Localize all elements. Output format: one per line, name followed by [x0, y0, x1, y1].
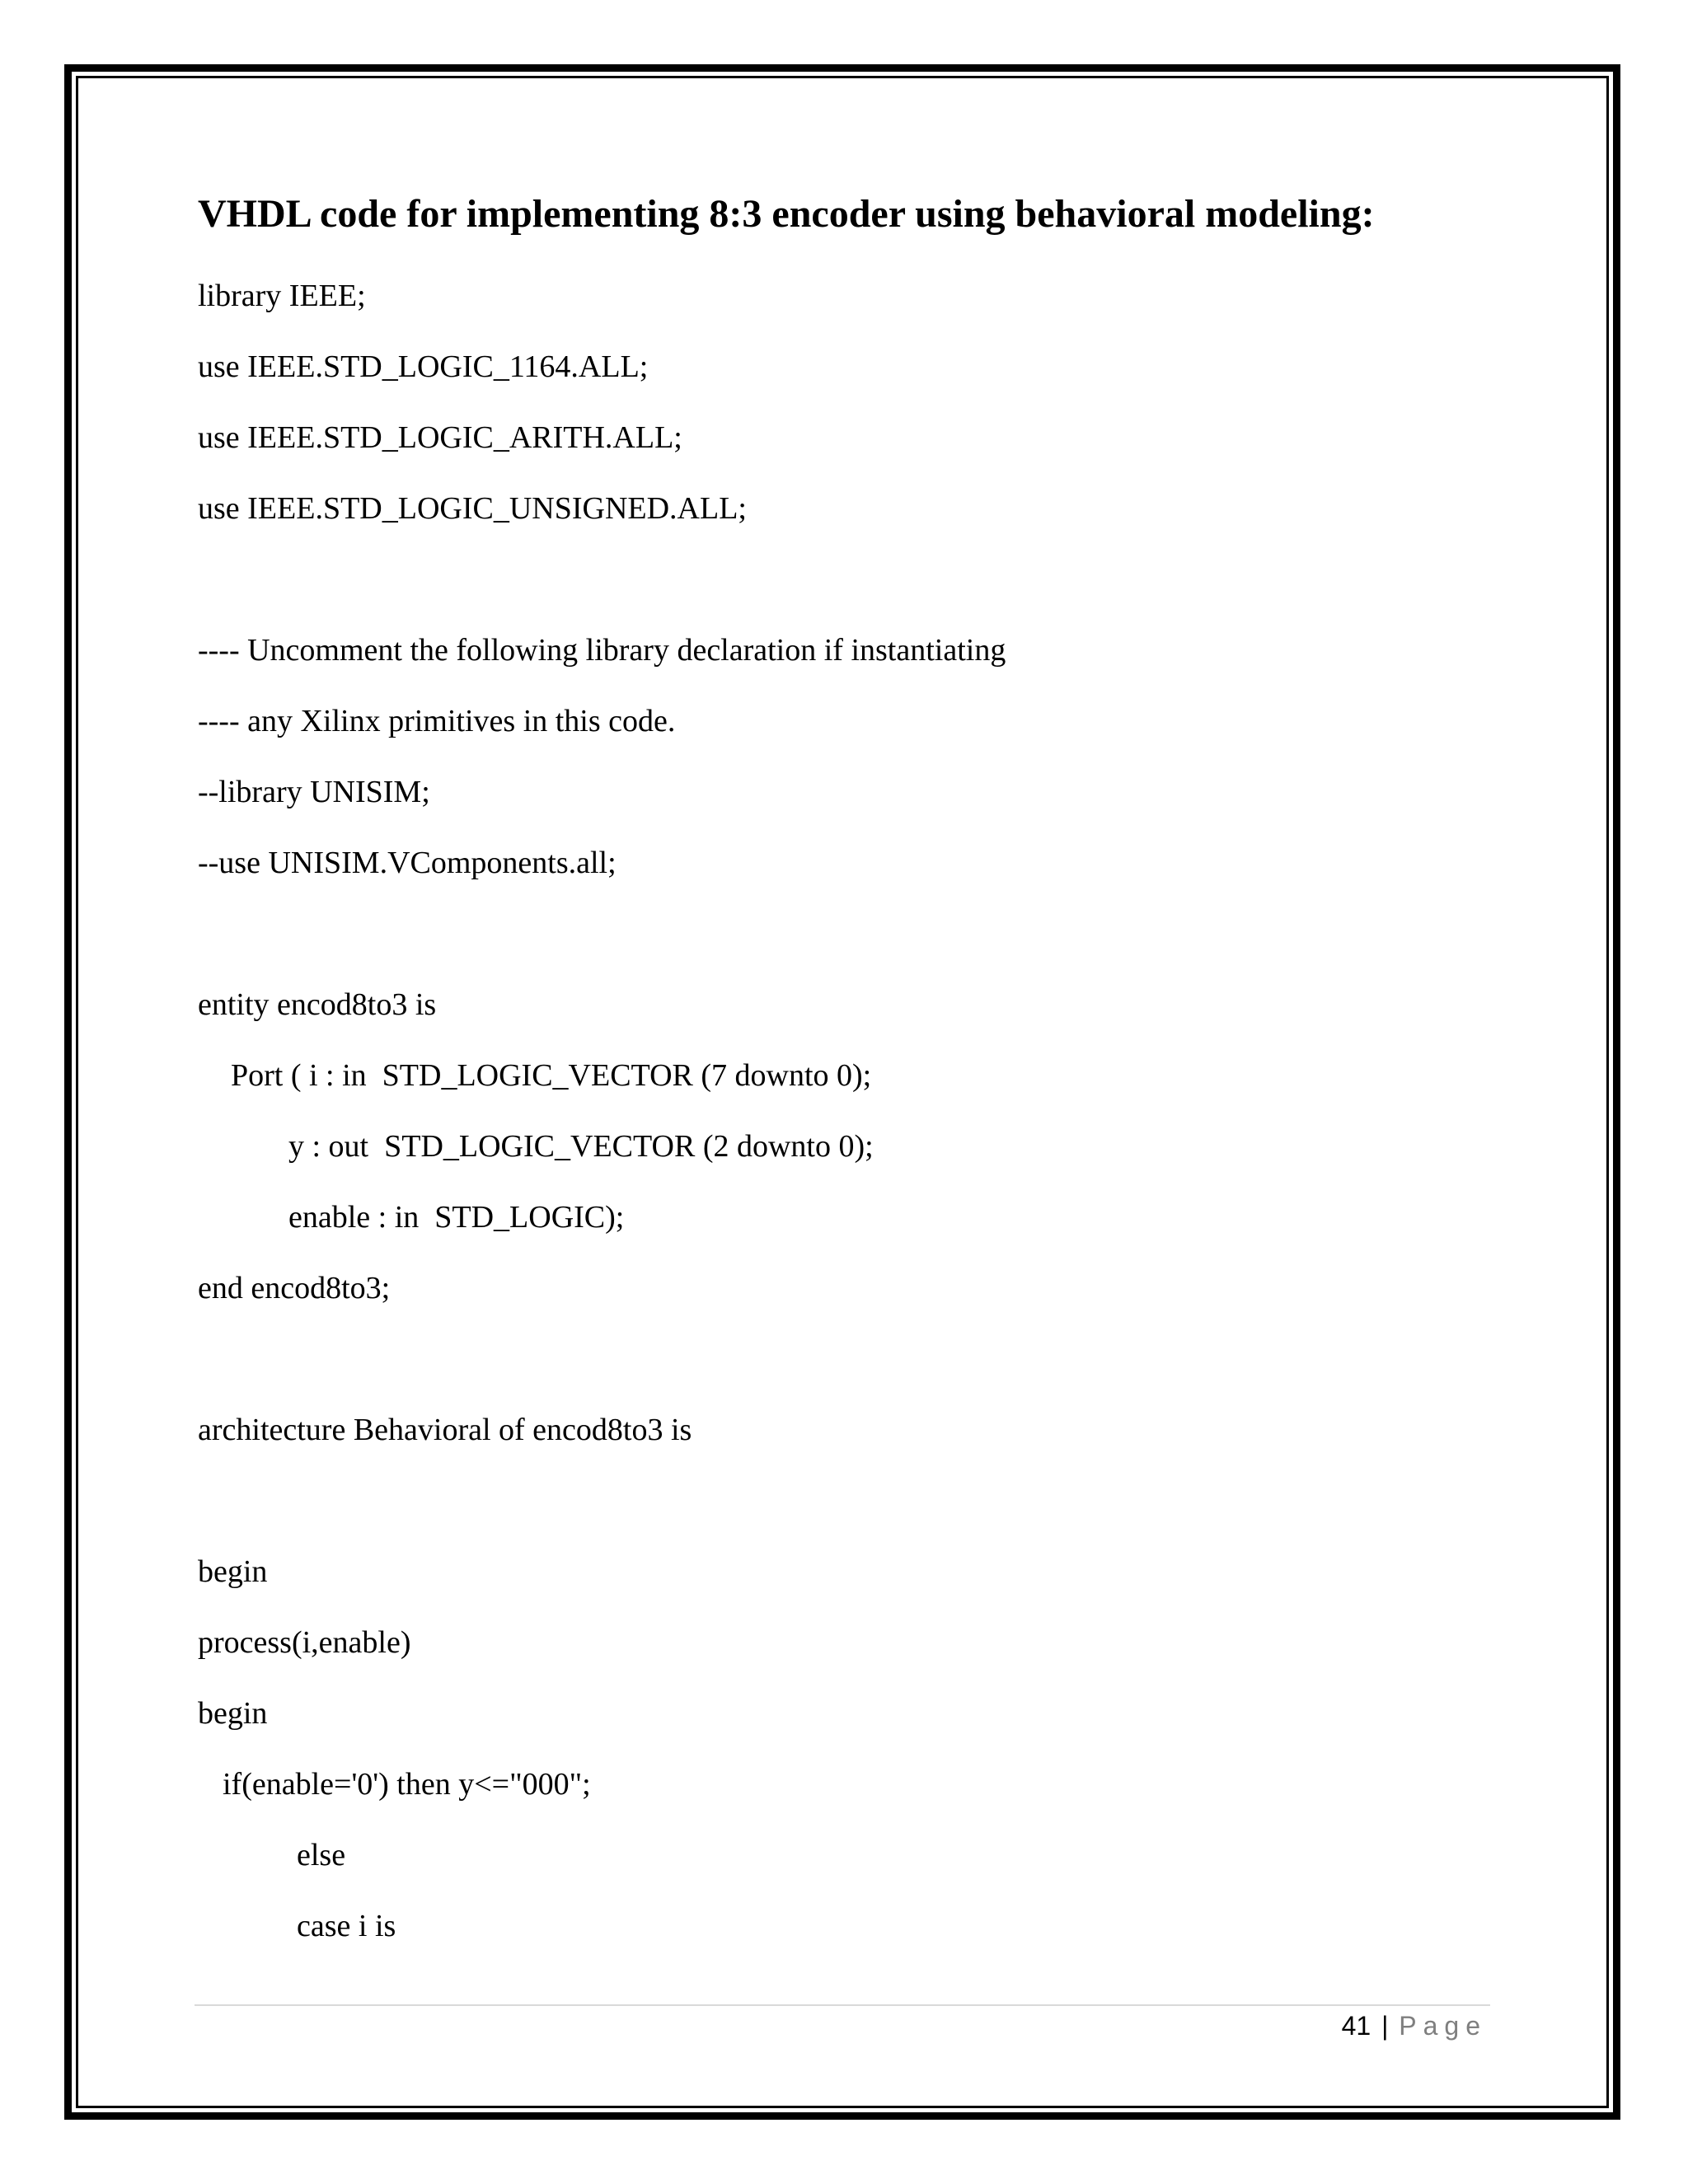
code-line-comment-use-unisim: --use UNISIM.VComponents.all;: [198, 846, 617, 880]
code-line-port-y: y : out STD_LOGIC_VECTOR (2 downto 0);: [288, 1129, 874, 1164]
code-line-comment-library-unisim: --library UNISIM;: [198, 775, 430, 809]
page-label: Page: [1399, 2011, 1487, 2041]
code-line-entity: entity encod8to3 is: [198, 987, 437, 1022]
code-line-library-ieee: library IEEE;: [198, 279, 366, 313]
code-line-use-unsigned: use IEEE.STD_LOGIC_UNSIGNED.ALL;: [198, 491, 747, 526]
page-number: 41: [1341, 2011, 1372, 2041]
footer-rule: [195, 2004, 1490, 2006]
code-line-else: else: [297, 1838, 346, 1872]
page-separator: |: [1381, 2011, 1389, 2041]
code-line-architecture: architecture Behavioral of encod8to3 is: [198, 1413, 692, 1447]
code-line-if-enable: if(enable='0') then y<="000";: [223, 1767, 591, 1802]
code-line-end-entity: end encod8to3;: [198, 1271, 391, 1305]
code-line-use-arith: use IEEE.STD_LOGIC_ARITH.ALL;: [198, 420, 682, 455]
code-line-begin-process: begin: [198, 1696, 268, 1731]
code-line-process: process(i,enable): [198, 1625, 411, 1660]
code-line-comment-xilinx: ---- any Xilinx primitives in this code.: [198, 704, 676, 738]
code-line-begin-architecture: begin: [198, 1554, 268, 1589]
code-line-case: case i is: [297, 1909, 396, 1943]
page-footer: [1342, 2013, 1487, 2039]
code-line-use-1164: use IEEE.STD_LOGIC_1164.ALL;: [198, 349, 649, 384]
code-line-comment-uncomment: ---- Uncomment the following library declaration if instantiating: [198, 633, 1006, 668]
section-heading: VHDL code for implementing 8:3 encoder using behavioral modeling:: [198, 192, 1375, 236]
code-line-port-enable: enable : in STD_LOGIC);: [288, 1200, 625, 1235]
code-line-port-i: Port ( i : in STD_LOGIC_VECTOR (7 downto 0);: [231, 1058, 872, 1093]
